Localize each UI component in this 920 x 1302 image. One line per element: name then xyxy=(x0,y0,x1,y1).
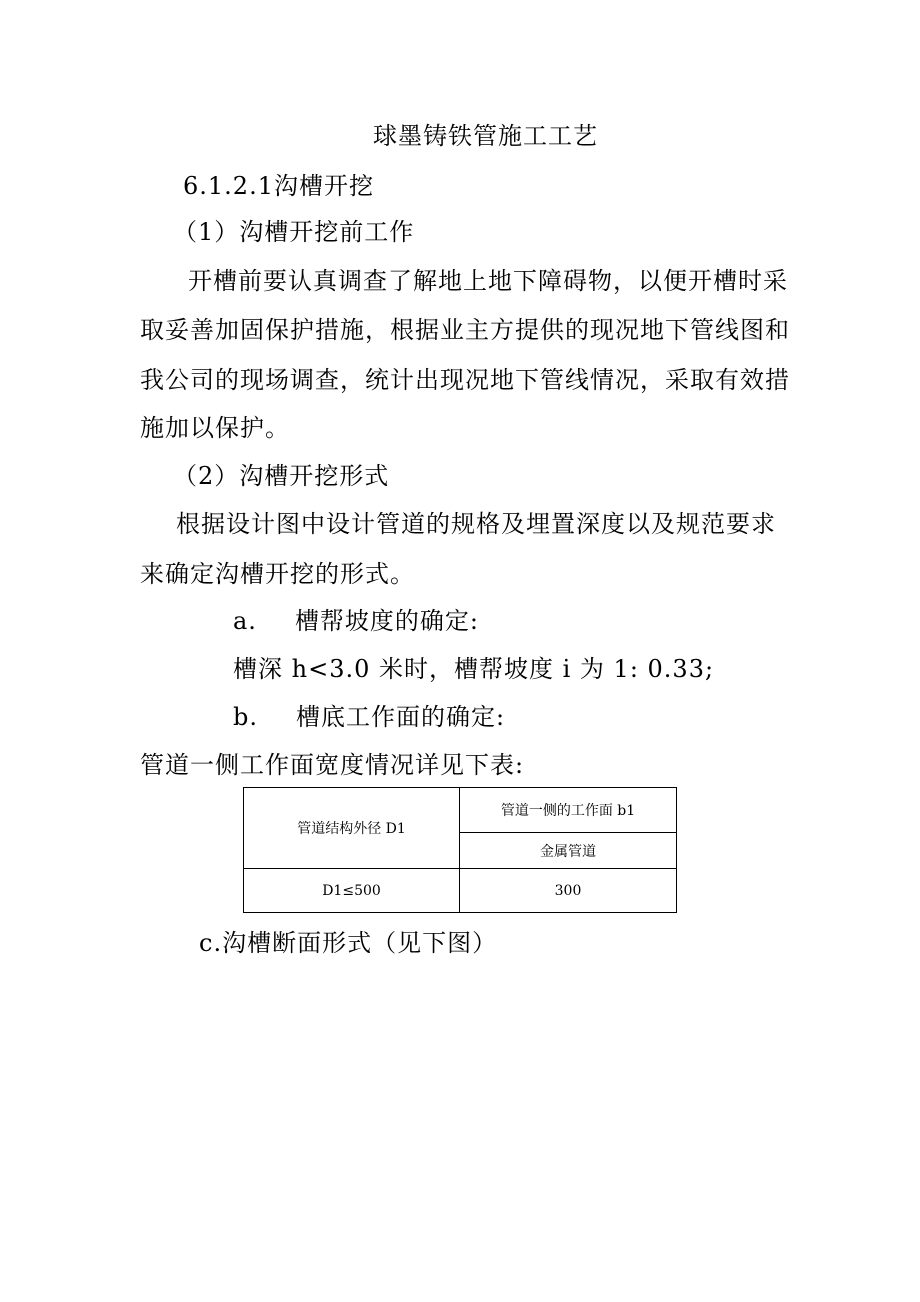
slope-formula: 槽深 h<3.0 米时，槽帮坡度 i 为 1: 0.33; xyxy=(233,655,715,683)
table-cell-b1: 300 xyxy=(460,869,677,913)
subsection-heading-2: （2）沟槽开挖形式 xyxy=(173,462,390,490)
paragraph-1-line-2: 取妥善加固保护措施，根据业主方提供的现况地下管线图和 xyxy=(140,316,790,344)
table-header-workface-width: 管道一侧的工作面 b1 xyxy=(460,788,677,833)
list-item-b-text: 槽底工作面的确定: xyxy=(296,703,506,731)
section-heading: 6.1.2.1沟槽开挖 xyxy=(183,172,374,200)
list-item-a xyxy=(233,606,479,636)
table-header-outer-diameter: 管道结构外径 D1 xyxy=(244,788,460,869)
workface-width-table xyxy=(243,787,677,913)
table-subheader-metal-pipe: 金属管道 xyxy=(460,833,677,869)
paragraph-1-line-4: 施加以保护。 xyxy=(140,414,290,442)
paragraph-2-line-1: 根据设计图中设计管道的规格及埋置深度以及规范要求 xyxy=(176,510,776,538)
paragraph-2-line-2: 来确定沟槽开挖的形式。 xyxy=(140,560,415,588)
document-title: 球墨铸铁管施工工艺 xyxy=(373,122,598,150)
table-row xyxy=(244,869,677,913)
list-item-c: c.沟槽断面形式（见下图） xyxy=(199,929,498,957)
subsection-heading-1: （1）沟槽开挖前工作 xyxy=(173,218,415,246)
paragraph-1-line-1: 开槽前要认真调查了解地上地下障碍物，以便开槽时采 xyxy=(188,267,788,295)
list-item-b xyxy=(233,702,505,732)
list-item-a-text: 槽帮坡度的确定: xyxy=(294,607,480,635)
table-cell-d1: D1≤500 xyxy=(244,869,460,913)
list-item-b-marker: b. xyxy=(233,703,258,731)
paragraph-1-line-3: 我公司的现场调查，统计出现况地下管线情况，采取有效措 xyxy=(140,366,790,394)
table-intro: 管道一侧工作面宽度情况详见下表: xyxy=(140,751,525,779)
list-item-a-marker: a. xyxy=(233,607,257,635)
